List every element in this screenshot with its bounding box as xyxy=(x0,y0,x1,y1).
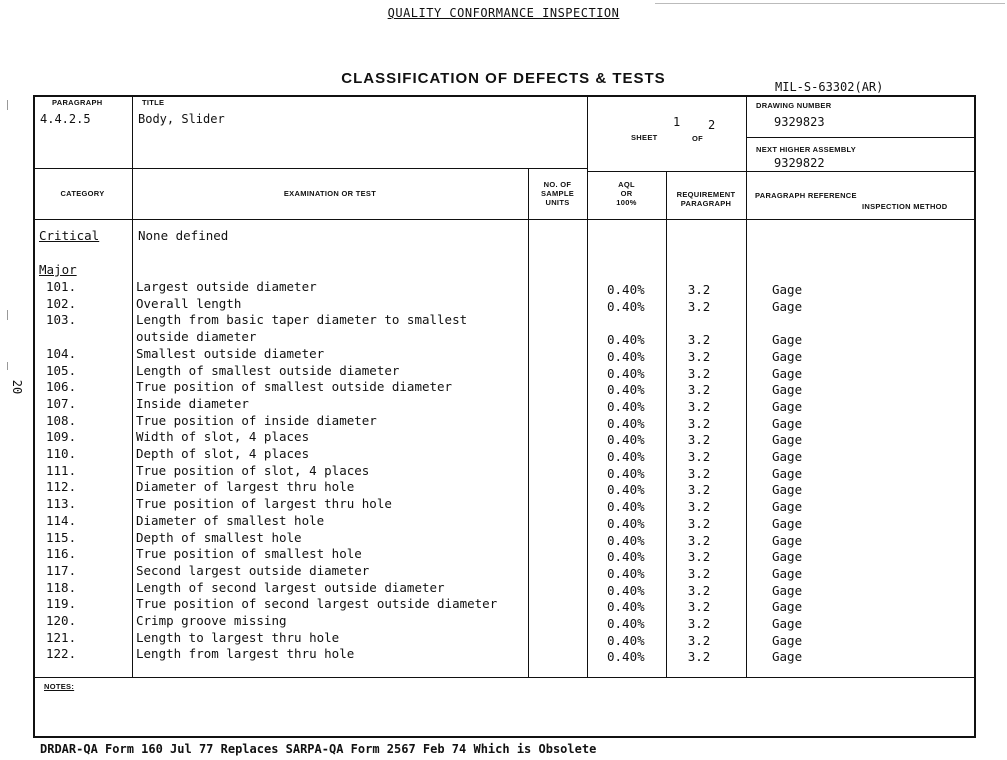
paragraph-label: PARAGRAPH xyxy=(52,98,103,107)
defect-description: True position of smallest hole xyxy=(136,546,362,562)
requirement-paragraph: 3.2 xyxy=(687,332,711,348)
defect-number: 110. xyxy=(46,446,77,461)
aql-value: 0.40% xyxy=(607,649,645,665)
defect-number: 122. xyxy=(46,646,77,662)
requirement-paragraph: 3.2 xyxy=(687,382,711,398)
top-rule xyxy=(655,3,1005,4)
defect-number: 103. xyxy=(46,312,77,328)
aql-value: 0.40% xyxy=(607,582,645,598)
requirement-paragraph: 3.2 xyxy=(687,599,711,615)
inspection-method: Gage xyxy=(772,649,803,665)
requirement-paragraph: 3.2 xyxy=(687,549,711,565)
of-label: OF xyxy=(692,134,704,143)
aql-value: 0.40% xyxy=(607,282,645,297)
aql-value: 0.40% xyxy=(607,348,645,364)
aql-value: 0.40% xyxy=(607,365,645,381)
aql-value: 0.40% xyxy=(607,465,645,481)
defect-description: True position of largest thru hole xyxy=(136,496,392,512)
defect-description: Inside diameter xyxy=(136,395,249,411)
next-assembly-label: NEXT HIGHER ASSEMBLY xyxy=(756,145,857,154)
requirement-paragraph: 3.2 xyxy=(687,415,711,431)
aql-value: 0.40% xyxy=(607,482,645,498)
defect-description: Width of slot, 4 places xyxy=(136,429,310,445)
defect-description: Length to largest thru hole xyxy=(136,629,340,645)
requirement-paragraph: 3.2 xyxy=(687,465,711,481)
defect-number: 112. xyxy=(46,479,77,495)
defect-description: Largest outside diameter xyxy=(136,279,317,294)
paragraph-reference-header: PARAGRAPH REFERENCE xyxy=(755,191,857,200)
aql-value: 0.40% xyxy=(607,532,645,548)
margin-mark xyxy=(7,310,8,320)
drawing-number: 9329823 xyxy=(774,115,825,129)
document-heading: QUALITY CONFORMANCE INSPECTION xyxy=(387,6,620,20)
notes-label: NOTES: xyxy=(44,682,75,691)
requirement-paragraph: 3.2 xyxy=(687,616,711,631)
defect-description: Depth of slot, 4 places xyxy=(136,446,310,461)
defect-number: 111. xyxy=(46,462,77,478)
defect-number: 108. xyxy=(46,412,77,428)
requirement-column-line xyxy=(746,95,747,677)
defect-description: Length from largest thru hole xyxy=(136,646,355,662)
inspection-method: Gage xyxy=(772,382,803,398)
defect-description: Length of smallest outside diameter xyxy=(136,362,400,378)
title-label: TITLE xyxy=(142,98,165,107)
requirement-paragraph: 3.2 xyxy=(687,449,711,464)
inspection-method: Gage xyxy=(772,348,803,364)
page-number: 20 xyxy=(10,379,25,395)
inspection-method: Gage xyxy=(772,632,803,648)
requirement-paragraph: 3.2 xyxy=(687,532,711,548)
aql-header: AQL OR 100% xyxy=(616,180,637,207)
next-assembly-number: 9329822 xyxy=(774,156,825,170)
inspection-method: Gage xyxy=(772,616,803,631)
defect-description: True position of second largest outside diameter xyxy=(136,596,498,612)
defect-number: 107. xyxy=(46,395,77,411)
margin-mark xyxy=(7,362,8,370)
defect-number: 102. xyxy=(46,295,77,311)
defect-number: 119. xyxy=(46,596,77,612)
samples-header: NO. OF SAMPLE UNITS xyxy=(540,180,575,207)
drawing-box-right-line xyxy=(975,95,976,185)
defect-description: Depth of smallest hole xyxy=(136,529,302,545)
defect-number: 101. xyxy=(46,279,77,294)
defect-number: 121. xyxy=(46,629,77,645)
defect-number: 117. xyxy=(46,562,77,578)
form-title: CLASSIFICATION OF DEFECTS & TESTS xyxy=(341,70,666,87)
requirement-paragraph: 3.2 xyxy=(687,282,711,297)
requirement-paragraph: 3.2 xyxy=(687,565,711,581)
requirement-paragraph: 3.2 xyxy=(687,365,711,381)
sheet-value: 1 xyxy=(673,115,681,129)
critical-label: Critical xyxy=(39,228,100,243)
aql-value: 0.40% xyxy=(607,415,645,431)
notes-divider xyxy=(33,677,976,678)
requirement-paragraph: 3.2 xyxy=(687,432,711,448)
aql-value: 0.40% xyxy=(607,616,645,631)
defect-description: Crimp groove missing xyxy=(136,613,287,628)
inspection-method: Gage xyxy=(772,582,803,598)
defect-number: 109. xyxy=(46,429,77,445)
defect-description-continued: outside diameter xyxy=(136,329,257,345)
defect-description: Overall length xyxy=(136,295,242,311)
header-divider xyxy=(33,168,588,169)
defect-number: 118. xyxy=(46,579,77,595)
requirement-paragraph: 3.2 xyxy=(687,649,711,665)
defect-description: Second largest outside diameter xyxy=(136,562,370,578)
inspection-method: Gage xyxy=(772,398,803,414)
title-value: Body, Slider xyxy=(138,112,225,126)
requirement-paragraph: 3.2 xyxy=(687,348,711,364)
inspection-method: Gage xyxy=(772,298,803,314)
defect-description: Diameter of smallest hole xyxy=(136,512,325,528)
requirement-paragraph: 3.2 xyxy=(687,515,711,531)
form-footer: DRDAR-QA Form 160 Jul 77 Replaces SARPA-QA Form 2567 Feb 74 Which is Obsolete xyxy=(40,742,597,756)
inspection-method: Gage xyxy=(772,599,803,615)
spec-number: MIL-S-63302(AR) xyxy=(775,80,884,94)
inspection-method: Gage xyxy=(772,549,803,565)
inspection-method: Gage xyxy=(772,499,803,515)
aql-value: 0.40% xyxy=(607,432,645,448)
defect-description: Diameter of largest thru hole xyxy=(136,479,355,495)
defect-description: True position of inside diameter xyxy=(136,412,377,428)
defect-number: 116. xyxy=(46,546,77,562)
inspection-method: Gage xyxy=(772,415,803,431)
exam-header: EXAMINATION OR TEST xyxy=(283,189,377,198)
defect-number: 115. xyxy=(46,529,77,545)
defect-description: Smallest outside diameter xyxy=(136,345,325,361)
aql-value: 0.40% xyxy=(607,565,645,581)
defect-number: 114. xyxy=(46,512,77,528)
requirement-paragraph: 3.2 xyxy=(687,482,711,498)
aql-value: 0.40% xyxy=(607,632,645,648)
exam-column-line xyxy=(528,168,529,677)
paragraph-value: 4.4.2.5 xyxy=(40,112,91,126)
inspection-method: Gage xyxy=(772,365,803,381)
aql-value: 0.40% xyxy=(607,499,645,515)
aql-value: 0.40% xyxy=(607,449,645,464)
defect-number: 106. xyxy=(46,379,77,395)
aql-value: 0.40% xyxy=(607,599,645,615)
inspection-method: Gage xyxy=(772,282,803,297)
defect-description: Length of second largest outside diameter xyxy=(136,579,445,595)
inspection-method-header: INSPECTION METHOD xyxy=(862,202,948,211)
defect-number: 105. xyxy=(46,362,77,378)
aql-value: 0.40% xyxy=(607,382,645,398)
aql-value: 0.40% xyxy=(607,298,645,314)
category-header: CATEGORY xyxy=(60,189,105,198)
category-column-line xyxy=(132,95,133,677)
drawing-number-label: DRAWING NUMBER xyxy=(756,101,832,110)
aql-value: 0.40% xyxy=(607,398,645,414)
margin-mark xyxy=(7,100,8,110)
requirement-paragraph: 3.2 xyxy=(687,632,711,648)
aql-value: 0.40% xyxy=(607,515,645,531)
inspection-method: Gage xyxy=(772,532,803,548)
requirement-paragraph: 3.2 xyxy=(687,398,711,414)
aql-column-line xyxy=(666,171,667,677)
inspection-method: Gage xyxy=(772,465,803,481)
defect-description: Length from basic taper diameter to smallest xyxy=(136,312,468,328)
inspection-method: Gage xyxy=(772,332,803,348)
defect-description: True position of smallest outside diameter xyxy=(136,379,453,395)
inspection-method: Gage xyxy=(772,449,803,464)
inspection-method: Gage xyxy=(772,515,803,531)
inspection-method: Gage xyxy=(772,432,803,448)
requirement-header: REQUIREMENT PARAGRAPH xyxy=(676,190,736,208)
inspection-method: Gage xyxy=(772,565,803,581)
aql-value: 0.40% xyxy=(607,332,645,348)
column-header-divider xyxy=(33,219,976,220)
requirement-paragraph: 3.2 xyxy=(687,499,711,515)
defect-number: 113. xyxy=(46,496,77,512)
sheet-label: SHEET xyxy=(631,133,658,142)
defect-number: 120. xyxy=(46,613,77,628)
critical-text: None defined xyxy=(138,228,229,243)
aql-value: 0.40% xyxy=(607,549,645,565)
sheet-total: 2 xyxy=(708,118,716,132)
defect-description: True position of slot, 4 places xyxy=(136,462,370,478)
header-divider-right xyxy=(588,171,976,172)
defect-number: 104. xyxy=(46,345,77,361)
major-label: Major xyxy=(39,262,77,277)
requirement-paragraph: 3.2 xyxy=(687,582,711,598)
requirement-paragraph: 3.2 xyxy=(687,298,711,314)
inspection-method: Gage xyxy=(772,482,803,498)
drawing-divider xyxy=(747,137,976,138)
